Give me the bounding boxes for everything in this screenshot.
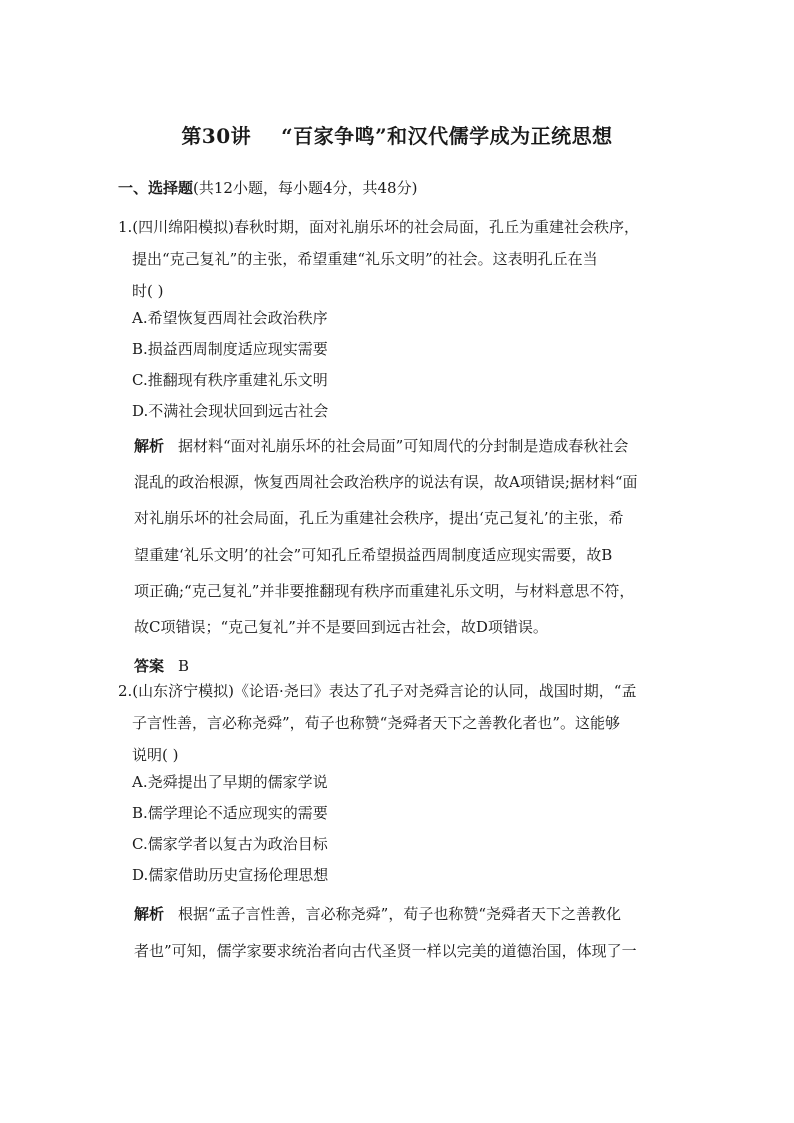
question-2-option-a: A.尧舜提出了早期的儒家学说 [132,773,328,791]
question-2-stem-line-2: 子言性善，言必称尧舜”，荀子也称赞“尧舜者天下之善教化者也”。这能够 [132,714,621,732]
question-1-option-b: B.损益西周制度适应现实需要 [132,340,328,358]
question-1-option-c: C.推翻现有秩序重建礼乐文明 [132,371,328,389]
question-1-analysis-line-6: 故C项错误；“克己复礼”并不是要回到远古社会，故D项错误。 [134,618,548,636]
answer-value: B [178,657,190,675]
section-heading: 一、选择题(共12小题，每小题4分，共48分) [118,179,418,197]
answer-label: 答案 [134,657,165,675]
question-2-option-c: C.儒家学者以复古为政治目标 [132,835,328,853]
question-2-stem-line-1: 2.(山东济宁模拟)《论语·尧曰》表达了孔子对尧舜言论的认同，战国时期，“孟 [118,682,637,700]
lecture-number: 第30讲 [181,124,252,148]
question-2-stem-line-3: 说明( ) [132,746,179,764]
question-1-analysis-line-2: 混乱的政治根源，恢复西周社会政治秩序的说法有误，故A项错误;据材料“面 [134,473,638,491]
question-1-answer [134,656,189,676]
question-1-stem-line-2: 提出“克己复礼”的主张，希望重建“礼乐文明”的社会。这表明孔丘在当 [132,250,598,268]
question-2-option-b: B.儒学理论不适应现实的需要 [132,804,328,822]
question-1-analysis-line-4: 望重建‘礼乐文明’的社会”可知孔丘希望损益西周制度适应现实需要，故B [134,546,613,564]
question-1-analysis-line-3: 对礼崩乐坏的社会局面，孔丘为重建社会秩序，提出‘克己复礼’的主张，希 [134,509,624,527]
question-1-analysis-line-5: 项正确;“克己复礼”并非要推翻现有秩序而重建礼乐文明，与材料意思不符， [134,582,635,600]
page-title [0,120,794,149]
question-2-option-d: D.儒家借助历史宣扬伦理思想 [132,866,329,884]
question-1-analysis-line-1: 解析 据材料“面对礼崩乐坏的社会局面”可知周代的分封制是造成春秋社会 [134,437,629,455]
question-2-analysis-line-2: 者也”可知，儒学家要求统治者向古代圣贤一样以完美的道德治国，体现了一 [134,942,637,960]
question-1-option-d: D.不满社会现状回到远古社会 [132,402,329,420]
analysis-label: 解析 [134,437,165,455]
question-2-analysis-line-1: 解析 根据“孟子言性善，言必称尧舜”，荀子也称赞“尧舜者天下之善教化 [134,905,622,923]
analysis-label: 解析 [134,905,165,923]
question-1-option-a: A.希望恢复西周社会政治秩序 [132,309,328,327]
question-1-stem-line-1: 1.(四川绵阳模拟)春秋时期，面对礼崩乐坏的社会局面，孔丘为重建社会秩序， [118,218,640,236]
lecture-title: “百家争鸣”和汉代儒学成为正统思想 [281,124,613,148]
question-1-stem-line-3: 时( ) [132,282,164,300]
